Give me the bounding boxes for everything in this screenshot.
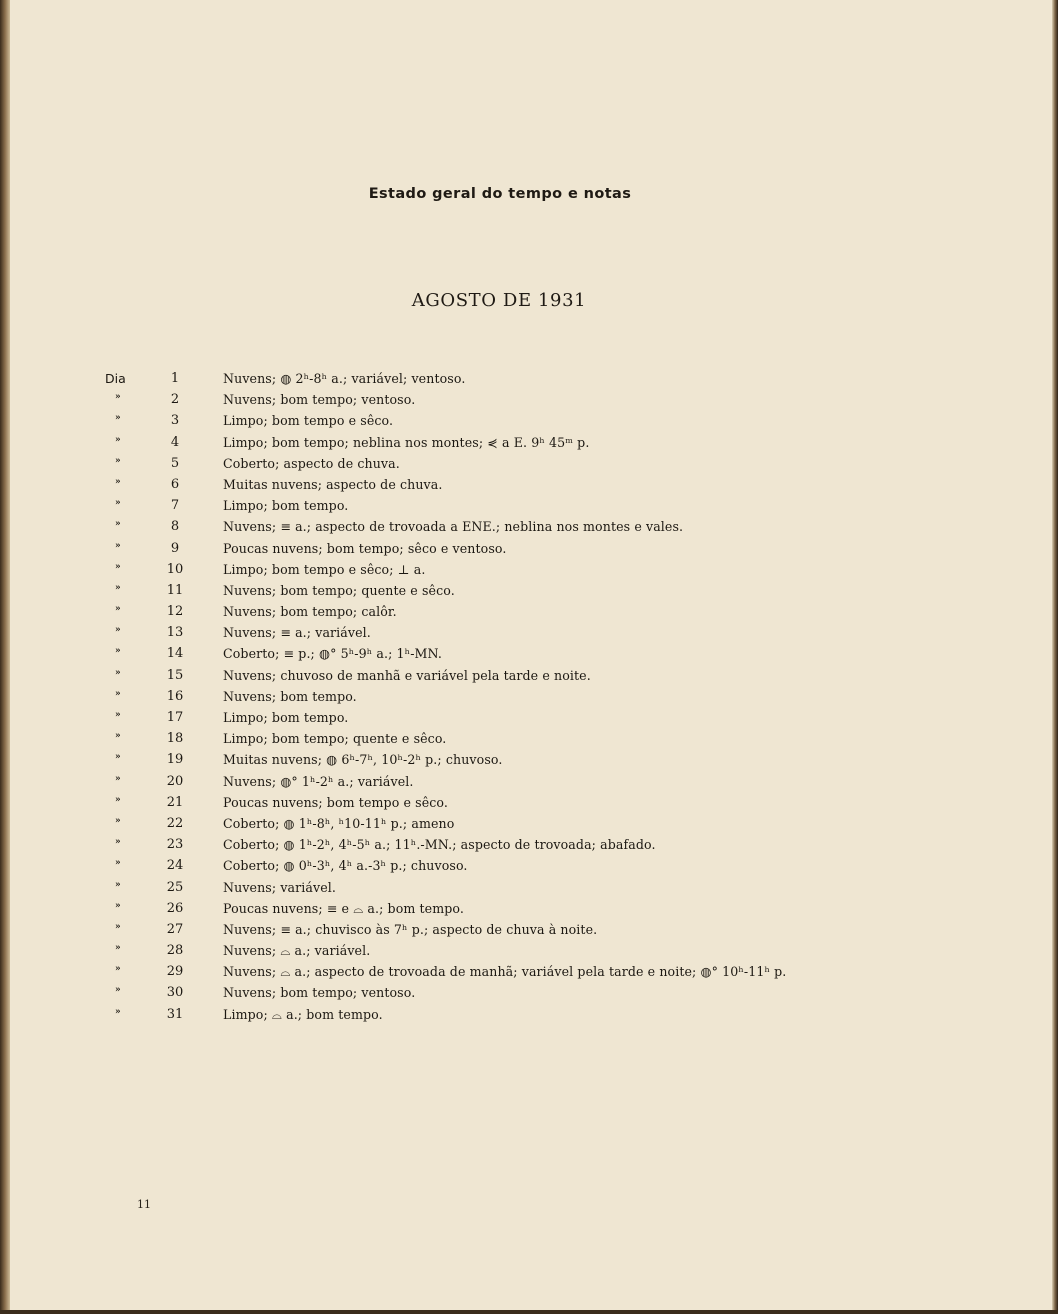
day-entry-row bbox=[0, 877, 1000, 898]
day-entry-row bbox=[0, 707, 1000, 728]
day-number: 24 bbox=[166, 858, 184, 874]
day-number: 31 bbox=[166, 1006, 184, 1022]
day-entry-row bbox=[0, 898, 1000, 919]
ditto-mark: » bbox=[115, 646, 121, 657]
ditto-mark: » bbox=[115, 392, 121, 403]
ditto-mark: » bbox=[115, 964, 121, 975]
weather-note: Nuvens; bom tempo; quente e sêco. bbox=[223, 582, 455, 598]
daily-notes-list bbox=[0, 368, 1000, 1025]
day-entry-row bbox=[0, 516, 1000, 537]
ditto-mark: » bbox=[115, 837, 121, 848]
weather-note: Limpo; bom tempo e sêco; ⊥ a. bbox=[223, 561, 426, 577]
day-number: 28 bbox=[166, 943, 184, 959]
day-number: 25 bbox=[166, 879, 184, 895]
ditto-mark: » bbox=[115, 540, 121, 551]
ditto-mark: » bbox=[115, 604, 121, 615]
weather-note: Muitas nuvens; ◍ 6ʰ-7ʰ, 10ʰ-2ʰ p.; chuvoso. bbox=[223, 752, 503, 768]
ditto-mark: » bbox=[115, 773, 121, 784]
ditto-mark: » bbox=[115, 434, 121, 445]
day-number: 4 bbox=[170, 434, 180, 450]
day-entry-row bbox=[0, 940, 1000, 961]
ditto-mark: » bbox=[115, 667, 121, 678]
ditto-mark: » bbox=[115, 413, 121, 424]
day-entry-row bbox=[0, 389, 1000, 410]
weather-note: Nuvens; ◍ 2ʰ-8ʰ a.; variável; ventoso. bbox=[223, 371, 466, 386]
weather-note: Nuvens; ≡ a.; variável. bbox=[223, 625, 371, 641]
day-number: 17 bbox=[166, 710, 184, 725]
page-number: 11 bbox=[137, 1198, 151, 1211]
day-entry-row bbox=[0, 771, 1000, 792]
weather-note: Limpo; bom tempo. bbox=[223, 498, 349, 514]
day-number: 7 bbox=[170, 498, 180, 514]
day-number: 5 bbox=[170, 455, 180, 471]
day-number: 13 bbox=[166, 625, 184, 641]
weather-note: Poucas nuvens; bom tempo; sêco e ventoso. bbox=[223, 540, 507, 556]
day-entry-row bbox=[0, 686, 1000, 707]
day-number: 30 bbox=[166, 985, 184, 1001]
weather-note: Poucas nuvens; ≡ e ⌓ a.; bom tempo. bbox=[223, 900, 464, 916]
day-entry-row bbox=[0, 622, 1000, 643]
day-number: 10 bbox=[166, 561, 184, 577]
day-number: 26 bbox=[166, 900, 184, 916]
weather-note: Nuvens; bom tempo; ventoso. bbox=[223, 985, 416, 1001]
weather-note: Nuvens; ⌓ a.; aspecto de trovoada de manhã; variável pela tarde e noite; ◍° 10ʰ-11ʰ p. bbox=[223, 964, 787, 980]
ditto-mark: » bbox=[115, 752, 121, 763]
weather-note: Coberto; ◍ 1ʰ-2ʰ, 4ʰ-5ʰ a.; 11ʰ.-MN.; aspecto de trovoada; abafado. bbox=[223, 837, 656, 853]
weather-note: Limpo; bom tempo e sêco. bbox=[223, 413, 394, 429]
day-number: 9 bbox=[170, 540, 180, 556]
ditto-mark: » bbox=[115, 476, 121, 487]
weather-note: Nuvens; ⌓ a.; variável. bbox=[223, 943, 371, 959]
day-number: 20 bbox=[166, 773, 184, 789]
ditto-mark: » bbox=[115, 582, 121, 593]
ditto-mark: » bbox=[115, 921, 121, 932]
ditto-mark: » bbox=[115, 688, 121, 699]
day-number: 29 bbox=[166, 964, 184, 980]
weather-note: Nuvens; chuvoso de manhã e variável pela tarde e noite. bbox=[223, 667, 591, 683]
weather-note: Nuvens; ≡ a.; aspecto de trovoada a ENE.; neblina nos montes e vales. bbox=[223, 519, 684, 535]
day-number: 1 bbox=[170, 371, 180, 386]
day-entry-row bbox=[0, 919, 1000, 940]
month-title: AGOSTO DE 1931 bbox=[411, 290, 587, 311]
dia-label: Dia bbox=[105, 371, 126, 386]
day-number: 21 bbox=[166, 794, 184, 810]
day-entry-row bbox=[0, 538, 1000, 559]
weather-note: Coberto; ≡ p.; ◍° 5ʰ-9ʰ a.; 1ʰ-MN. bbox=[223, 646, 442, 662]
day-number: 14 bbox=[166, 646, 184, 662]
weather-note: Limpo; bom tempo; neblina nos montes; ⋞ a E. 9ʰ 45ᵐ p. bbox=[223, 434, 590, 450]
day-number: 16 bbox=[166, 688, 184, 704]
ditto-mark: » bbox=[115, 498, 121, 509]
weather-note: Nuvens; bom tempo; calôr. bbox=[223, 604, 397, 620]
weather-note: Nuvens; bom tempo. bbox=[223, 688, 357, 704]
day-entry-row bbox=[0, 982, 1000, 1003]
weather-note: Muitas nuvens; aspecto de chuva. bbox=[223, 476, 443, 492]
day-entry-row bbox=[0, 453, 1000, 474]
day-entry-row bbox=[0, 749, 1000, 770]
weather-note: Nuvens; ≡ a.; chuvisco às 7ʰ p.; aspecto de chuva à noite. bbox=[223, 921, 598, 937]
weather-note: Limpo; ⌓ a.; bom tempo. bbox=[223, 1006, 383, 1022]
ditto-mark: » bbox=[115, 625, 121, 636]
weather-note: Limpo; bom tempo. bbox=[223, 710, 349, 725]
day-number: 15 bbox=[166, 667, 184, 683]
ditto-mark: » bbox=[115, 943, 121, 954]
weather-note: Nuvens; ◍° 1ʰ-2ʰ a.; variável. bbox=[223, 773, 414, 789]
day-entry-row bbox=[0, 474, 1000, 495]
day-entry-row bbox=[0, 855, 1000, 876]
day-entry-row bbox=[0, 432, 1000, 453]
day-number: 3 bbox=[170, 413, 180, 429]
day-entry-row bbox=[0, 495, 1000, 516]
day-entry-row bbox=[0, 559, 1000, 580]
weather-note: Coberto; ◍ 1ʰ-8ʰ, ʰ10-11ʰ p.; ameno bbox=[223, 815, 455, 831]
day-number: 2 bbox=[170, 392, 180, 408]
day-number: 12 bbox=[166, 604, 184, 620]
section-heading-text: Estado geral do tempo e notas bbox=[368, 186, 632, 202]
day-entry-row bbox=[0, 1004, 1000, 1025]
day-number: 11 bbox=[166, 582, 184, 598]
page-bottom-edge bbox=[0, 1310, 1058, 1314]
ditto-mark: » bbox=[115, 519, 121, 530]
ditto-mark: » bbox=[115, 879, 121, 890]
ditto-mark: » bbox=[115, 815, 121, 826]
day-entry-row bbox=[0, 728, 1000, 749]
ditto-mark: » bbox=[115, 455, 121, 466]
ditto-mark: » bbox=[115, 858, 121, 869]
day-number: 27 bbox=[166, 921, 184, 937]
page-right-edge bbox=[1052, 0, 1058, 1314]
ditto-mark: » bbox=[115, 561, 121, 572]
day-entry-row bbox=[0, 601, 1000, 622]
day-number: 19 bbox=[166, 752, 184, 768]
weather-note: Coberto; aspecto de chuva. bbox=[223, 455, 400, 471]
ditto-mark: » bbox=[115, 710, 121, 720]
day-entry-row bbox=[0, 580, 1000, 601]
ditto-mark: » bbox=[115, 731, 121, 742]
ditto-mark: » bbox=[115, 794, 121, 805]
day-entry-row bbox=[0, 665, 1000, 686]
day-entry-row bbox=[0, 368, 1000, 389]
day-entry-row bbox=[0, 792, 1000, 813]
day-number: 18 bbox=[166, 731, 184, 747]
day-number: 23 bbox=[166, 837, 184, 853]
ditto-mark: » bbox=[115, 900, 121, 911]
day-entry-row bbox=[0, 961, 1000, 982]
day-number: 22 bbox=[166, 815, 184, 831]
section-heading bbox=[0, 186, 1000, 202]
weather-note: Poucas nuvens; bom tempo e sêco. bbox=[223, 794, 448, 810]
ditto-mark: » bbox=[115, 985, 121, 996]
day-entry-row bbox=[0, 834, 1000, 855]
day-entry-row bbox=[0, 813, 1000, 834]
day-number: 8 bbox=[170, 519, 180, 535]
weather-note: Limpo; bom tempo; quente e sêco. bbox=[223, 731, 447, 747]
day-entry-row bbox=[0, 643, 1000, 664]
weather-note: Nuvens; variável. bbox=[223, 879, 336, 895]
weather-note: Nuvens; bom tempo; ventoso. bbox=[223, 392, 416, 408]
day-number: 6 bbox=[170, 476, 180, 492]
weather-note: Coberto; ◍ 0ʰ-3ʰ, 4ʰ a.-3ʰ p.; chuvoso. bbox=[223, 858, 468, 874]
ditto-mark: » bbox=[115, 1006, 121, 1017]
day-entry-row bbox=[0, 410, 1000, 431]
